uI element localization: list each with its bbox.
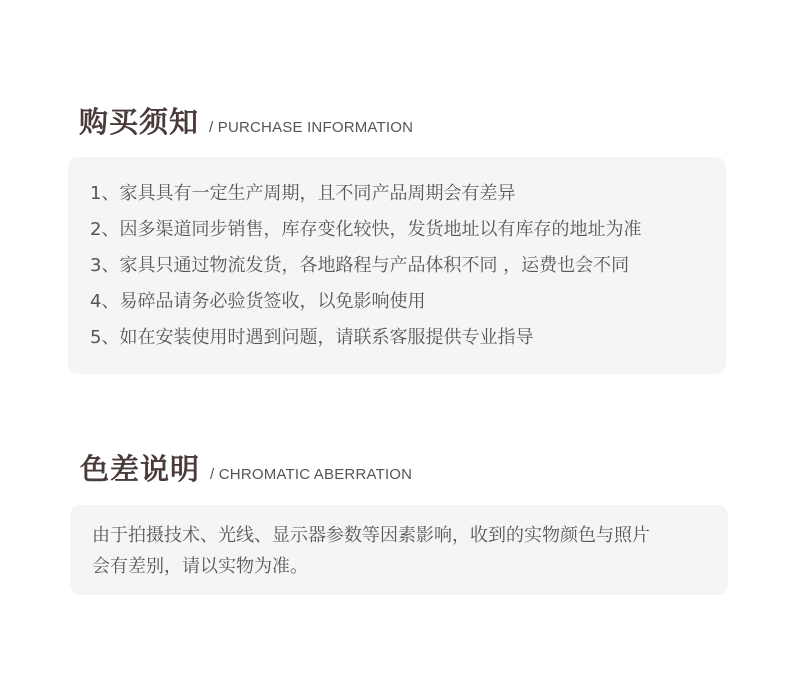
- purchase-item-3: 3、家具只通过物流发货，各地路程与产品体积不同 ，运费也会不同: [90, 255, 630, 276]
- purchase-item-5: 5、如在安装使用时遇到问题，请联系客服提供专业指导: [90, 327, 534, 348]
- color-info-box: [70, 505, 728, 595]
- purchase-item-1: 1、家具具有一定生产周期，且不同产品周期会有差异: [90, 183, 516, 204]
- color-title: 色差说明: [80, 452, 201, 486]
- purchase-item-2: 2、因多渠道同步销售，库存变化较快，发货地址以有库存的地址为准: [90, 219, 642, 240]
- purchase-item-4: 4、易碎品请务必验货签收，以免影响使用: [90, 291, 426, 312]
- purchase-title-row: [79, 100, 413, 141]
- color-title-row: [80, 447, 412, 488]
- purchase-info-box: [68, 157, 726, 374]
- color-subtitle: / CHROMATIC ABERRATION: [210, 466, 413, 483]
- purchase-title: 购买须知: [79, 105, 200, 139]
- color-paragraph-line-1: 由于拍摄技术、光线、显示器参数等因素影响，收到的实物颜色与照片: [92, 525, 650, 546]
- purchase-subtitle: / PURCHASE INFORMATION: [209, 119, 414, 136]
- color-paragraph-line-2: 会有差别，请以实物为准。: [92, 556, 308, 577]
